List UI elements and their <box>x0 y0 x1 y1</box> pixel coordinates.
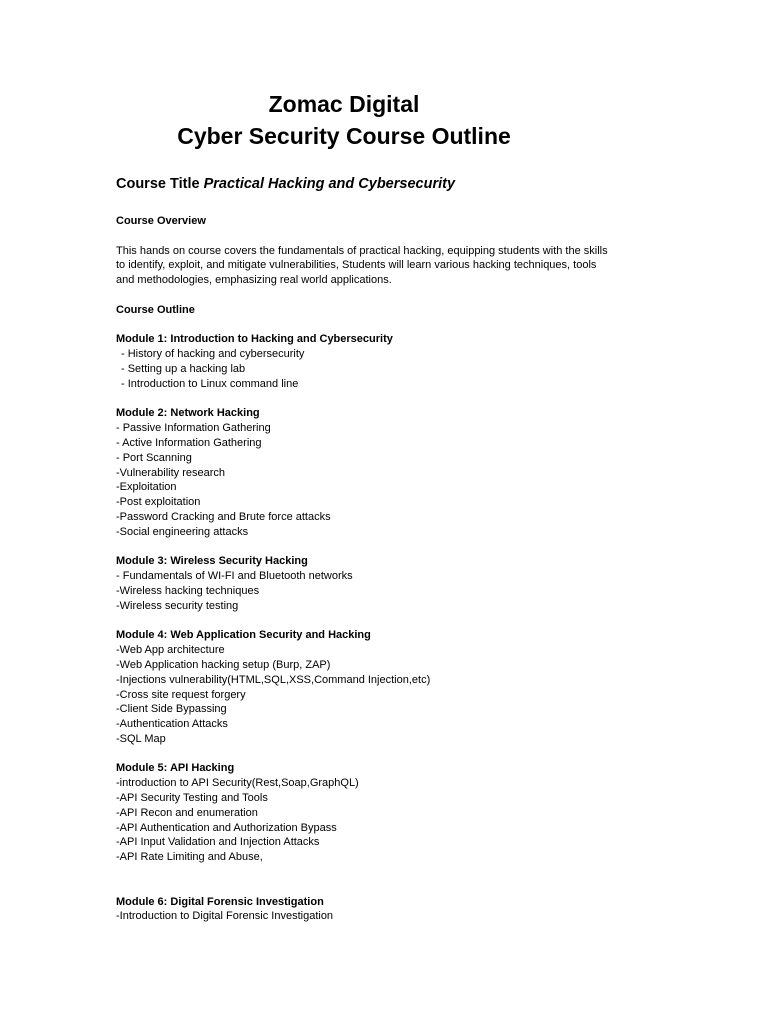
module-item: -Vulnerability research <box>116 466 226 479</box>
course-title-value: Practical Hacking and Cybersecurity <box>203 176 456 192</box>
module-item: - Port Scanning <box>116 451 192 464</box>
module-3 <box>116 554 676 613</box>
module-2 <box>116 406 676 539</box>
module-item: -Authentication Attacks <box>116 718 228 731</box>
module-item: -SQL Map <box>116 732 166 745</box>
module-item: -Web App architecture <box>116 644 225 657</box>
module-item: - History of hacking and cybersecurity <box>121 348 305 361</box>
module-item: - Passive Information Gathering <box>116 422 271 435</box>
module-item: -Post exploitation <box>116 496 201 509</box>
module-item: -Web Application hacking setup (Burp, ZAP) <box>116 658 331 671</box>
module-item: -Password Cracking and Brute force attacks <box>116 510 331 523</box>
module-title: Module 4: Web Application Security and Hacking <box>116 629 371 642</box>
course-title-label: Course Title <box>116 176 200 192</box>
overview-line: This hands on course covers the fundamentals of practical hacking, equipping students with the skills <box>116 244 608 257</box>
module-item: -API Authentication and Authorization Bypass <box>116 821 337 834</box>
document-body <box>116 214 676 924</box>
module-item: - Active Information Gathering <box>116 436 262 449</box>
module-title: Module 1: Introduction to Hacking and Cybersecurity <box>116 333 393 346</box>
module-4 <box>116 628 676 746</box>
module-item: - Fundamentals of WI-FI and Bluetooth networks <box>116 570 353 583</box>
module-item: -API Input Validation and Injection Attacks <box>116 836 320 849</box>
module-1 <box>116 332 676 391</box>
overview-paragraph <box>116 244 676 288</box>
outline-heading: Course Outline <box>116 303 195 316</box>
module-item: -Introduction to Digital Forensic Investigation <box>116 910 334 923</box>
module-item: -Cross site request forgery <box>116 688 246 701</box>
course-title-line <box>116 174 455 194</box>
module-5 <box>116 761 676 865</box>
module-item: -Social engineering attacks <box>116 525 249 538</box>
document-title: Cyber Security Course Outline <box>177 123 511 149</box>
module-item: -API Rate Limiting and Abuse, <box>116 851 263 864</box>
overview-line: to identify, exploit, and mitigate vulnerabilities, Students will learn various hacking techniques, tools <box>116 259 597 272</box>
module-item: -Client Side Bypassing <box>116 703 227 716</box>
module-item: -API Recon and enumeration <box>116 806 258 819</box>
overview-line: and methodologies, emphasizing real world applications. <box>116 274 392 287</box>
module-item: - Setting up a hacking lab <box>121 362 246 375</box>
overview-heading: Course Overview <box>116 215 206 227</box>
document-header <box>0 88 688 152</box>
module-item: -API Security Testing and Tools <box>116 792 268 805</box>
module-title: Module 3: Wireless Security Hacking <box>116 555 308 568</box>
module-6 <box>116 895 676 925</box>
module-item: - Introduction to Linux command line <box>121 377 299 390</box>
company-name: Zomac Digital <box>268 91 420 117</box>
module-title: Module 5: API Hacking <box>116 762 235 775</box>
module-item: -introduction to API Security(Rest,Soap,GraphQL) <box>116 777 359 790</box>
module-item: -Exploitation <box>116 481 177 494</box>
module-item: -Wireless security testing <box>116 599 239 612</box>
module-item: -Wireless hacking techniques <box>116 584 260 597</box>
module-item: -Injections vulnerability(HTML,SQL,XSS,Command Injection,etc) <box>116 673 431 686</box>
module-title: Module 6: Digital Forensic Investigation <box>116 895 324 908</box>
module-title: Module 2: Network Hacking <box>116 407 260 420</box>
